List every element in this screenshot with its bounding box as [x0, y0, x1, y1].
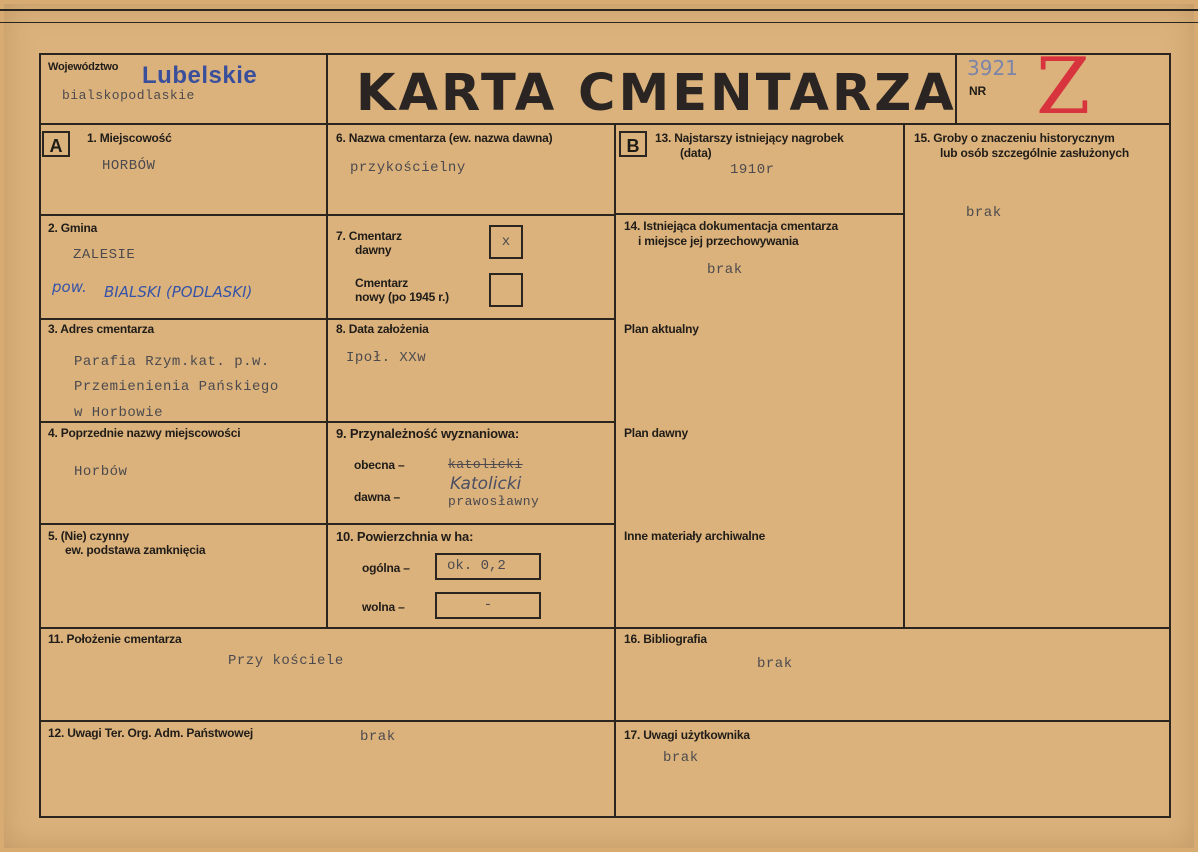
field-17-value: brak	[663, 750, 699, 766]
archive-label: Inne materiały archiwalne	[624, 529, 766, 543]
field-12-label: 12. Uwagi Ter. Org. Adm. Państwowej	[48, 726, 254, 740]
field-10-label: 10. Powierzchnia w ha:	[336, 529, 474, 544]
field-2-label: 2. Gmina	[48, 221, 98, 235]
field-5-label: 5. (Nie) czynny	[48, 529, 130, 543]
field-10-free-label: wolna –	[362, 600, 405, 614]
grid-line	[39, 318, 615, 320]
plan-old-label: Plan dawny	[624, 426, 689, 440]
grid-line	[39, 720, 1171, 722]
top-edge-line-2	[0, 22, 1198, 23]
field-2-hand-value: BIALSKI (PODLASKI)	[104, 283, 253, 301]
nr-label: NR	[969, 84, 986, 98]
field-13-label: 13. Najstarszy istniejący nagrobek	[655, 131, 844, 145]
field-14-label-2: i miejsce jej przechowywania	[638, 234, 799, 248]
grid-line	[326, 53, 328, 123]
field-15-label-2: lub osób szczególnie zasłużonych	[940, 146, 1129, 160]
grid-line	[39, 214, 615, 216]
voivodeship-typed: bialskopodlaskie	[62, 88, 195, 103]
field-9-label: 9. Przynależność wyznaniowa:	[336, 426, 519, 441]
field-16-label: 16. Bibliografia	[624, 632, 707, 646]
field-7-label-new-2: nowy (po 1945 r.)	[355, 290, 449, 304]
field-1-value: HORBÓW	[102, 158, 156, 174]
grid-line	[614, 123, 616, 818]
field-11-value: Przy kościele	[228, 653, 344, 669]
field-9-former-label: dawna –	[354, 490, 400, 504]
new-cemetery-checkbox[interactable]	[489, 273, 523, 307]
grid-line	[326, 123, 328, 628]
field-6-label: 6. Nazwa cmentarza (ew. nazwa dawna)	[336, 131, 553, 145]
field-9-former-hand: Katolicki	[450, 474, 522, 494]
grid-line	[903, 123, 905, 628]
field-9-current-label: obecna –	[354, 458, 405, 472]
grid-line	[39, 123, 1171, 125]
field-12-value: brak	[360, 729, 396, 745]
field-3-line-1: Parafia Rzym.kat. p.w.	[74, 354, 270, 370]
field-5-label-2: ew. podstawa zamknięcia	[65, 543, 206, 557]
field-3-label: 3. Adres cmentarza	[48, 322, 155, 336]
field-4-label: 4. Poprzednie nazwy miejscowości	[48, 426, 241, 440]
field-2-hand-prefix: pow.	[52, 278, 87, 296]
field-9-former-value: prawosławny	[448, 494, 540, 509]
section-a-box: A	[42, 131, 70, 157]
plan-current-label: Plan aktualny	[624, 322, 699, 336]
grid-line	[39, 523, 615, 525]
field-3-line-3: w Horbowie	[74, 405, 164, 421]
field-15-value: brak	[966, 205, 1002, 221]
field-15-label: 15. Groby o znaczeniu historycznym	[914, 131, 1115, 145]
grid-line	[615, 213, 903, 215]
field-11-label: 11. Położenie cmentarza	[48, 632, 182, 646]
field-7-label-new: Cmentarz	[355, 276, 409, 290]
voivodeship-stamp: Lubelskie	[142, 62, 258, 89]
grid-line	[39, 627, 1171, 629]
card-title: KARTA CMENTARZA	[356, 64, 957, 123]
field-7-label-old: dawny	[355, 243, 392, 257]
field-8-label: 8. Data założenia	[336, 322, 429, 336]
grid-line	[39, 421, 615, 423]
field-13-value: 1910r	[730, 162, 775, 178]
card-number-handwritten: 3921	[967, 56, 1018, 80]
top-edge-line	[0, 9, 1198, 11]
field-4-value: Horbów	[74, 464, 128, 480]
field-13-label-2: (data)	[680, 146, 712, 160]
old-cemetery-checkbox[interactable]: x	[489, 225, 523, 259]
voivodeship-label: Województwo	[48, 61, 119, 73]
field-3-line-2: Przemienienia Pańskiego	[74, 379, 279, 395]
field-6-value: przykościelny	[350, 160, 466, 176]
field-1-label: 1. Miejscowość	[87, 131, 172, 145]
section-b-box: B	[619, 131, 647, 157]
field-7-label: 7. Cmentarz	[336, 229, 402, 243]
field-10-total-value[interactable]: ok. 0,2	[435, 553, 541, 580]
field-14-label: 14. Istniejąca dokumentacja cmentarza	[624, 219, 839, 233]
category-mark: Z	[1036, 42, 1091, 132]
field-10-free-value[interactable]: -	[435, 592, 541, 619]
field-16-value: brak	[757, 656, 793, 672]
field-14-value: brak	[707, 262, 743, 278]
field-2-value: ZALESIE	[73, 247, 136, 263]
field-8-value: Ipoł. XXw	[346, 350, 427, 366]
field-9-current-value: katolicki	[448, 457, 523, 472]
field-17-label: 17. Uwagi użytkownika	[624, 728, 750, 742]
field-10-total-label: ogólna –	[362, 561, 410, 575]
